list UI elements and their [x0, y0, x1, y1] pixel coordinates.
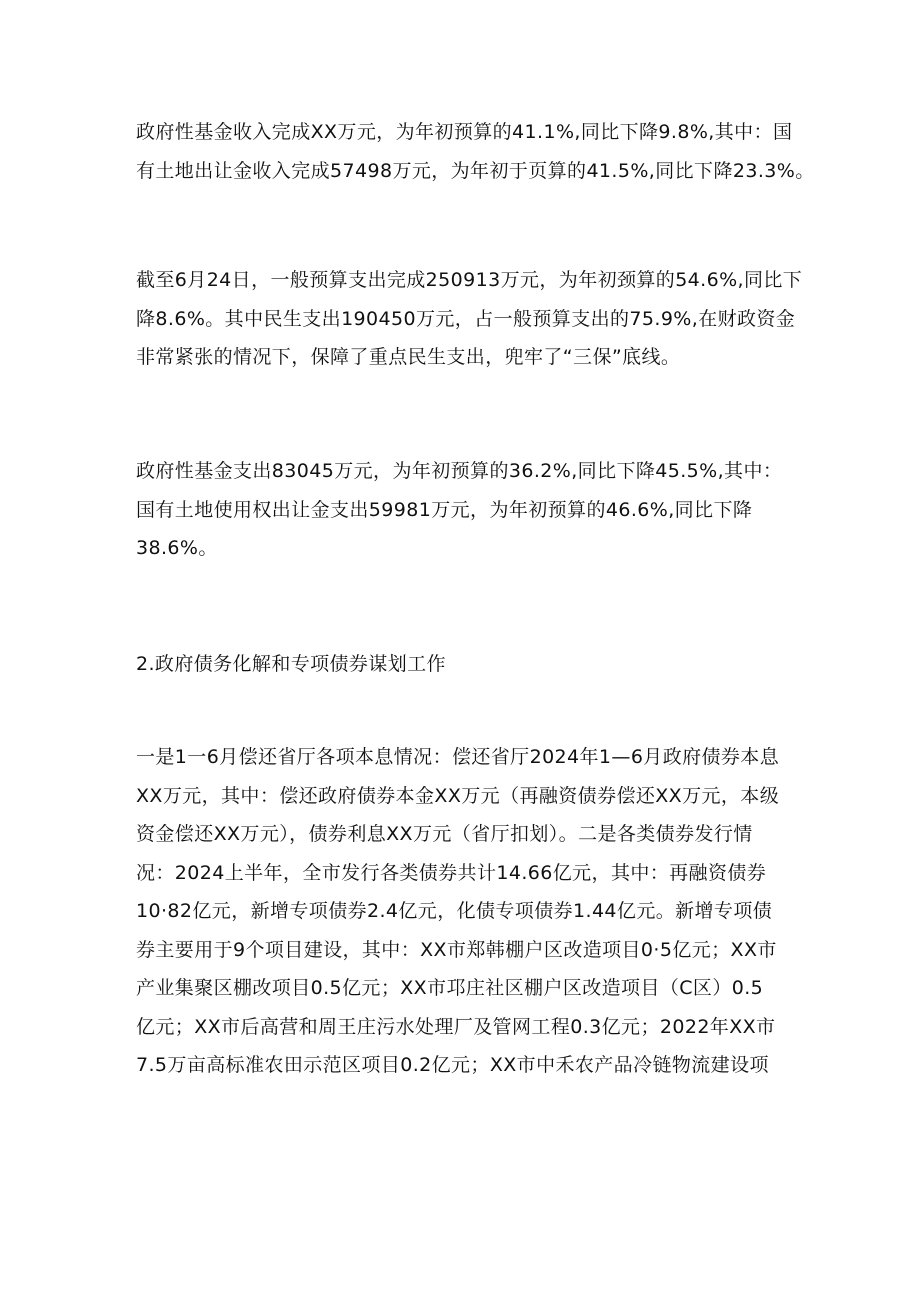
text-line: 10·82亿元，新增专项债券2.4亿元，化债专项债券1.44亿元。新增专项债 [136, 900, 773, 922]
text-line: 政府性基金收入完成XX万元，为年初预算的41.1%,同比下降9.8%,其中：国 [136, 121, 793, 143]
heading-line: 2.政府债务化解和专项债券谋划工作 [136, 653, 446, 675]
text-line: 况：2024上半年，全市发行各类债券共计14.66亿元，其中：再融资债券 [136, 861, 767, 884]
text-line: 资金偿还XX万元），债券利息XX万元（省厅扣划）。二是各类债券发行情 [136, 823, 753, 845]
paragraph-general-expenditure [136, 261, 803, 377]
text-line: XX万元，其中：偿还政府债券本金XX万元（再融资债券偿还XX万元，本级 [136, 784, 780, 807]
paragraph-fund-expenditure [136, 452, 796, 568]
text-line: 券主要用于9个项目建设，其中：XX市郑韩棚户区改造项目0·5亿元；XX市 [136, 938, 777, 961]
section-heading [136, 645, 796, 684]
paragraph-debt-details [136, 738, 796, 1085]
text-line: 38.6%。 [136, 537, 218, 559]
text-line: 非常紧张的情况下，保障了重点民生支出，兜牢了“三保”底线。 [136, 346, 681, 368]
text-line: 7.5万亩高标准农田示范区项目0.2亿元；XX市中禾农产品冷链物流建设项 [136, 1054, 769, 1076]
text-line: 截至6月24日，一般预算支出完成250913万元，为年初颈算的54.6%,同比下 [136, 269, 803, 291]
text-line: 降8.6%。其中民生支出190450万元，占一般预算支出的75.9%,在财政资金 [136, 307, 796, 330]
paragraph-fund-revenue [136, 113, 815, 190]
text-line: 亿元；XX市后高营和周王庄污水处理厂及管网工程0.3亿元；2022年XX市 [136, 1015, 776, 1038]
text-line: 产业集聚区棚改项目0.5亿元；XX市邛庄社区棚户区改造项目（C区）0.5 [136, 977, 764, 999]
text-line: 有土地出让金收入完成57498万元，为年初于页算的41.5%,同比下降23.3%。 [136, 159, 815, 182]
text-line: 政府性基金支出83045万元，为年初预算的36.2%,同比下降45.5%,其中： [136, 460, 783, 482]
text-line: 国有土地使用权出让金支出59981万元，为年初预算的46.6%,同比下降 [136, 498, 753, 521]
text-line: 一是1一6月偿还省厅各项本息情况：偿还省厅2024年1—6月政府债券本息 [136, 746, 780, 768]
